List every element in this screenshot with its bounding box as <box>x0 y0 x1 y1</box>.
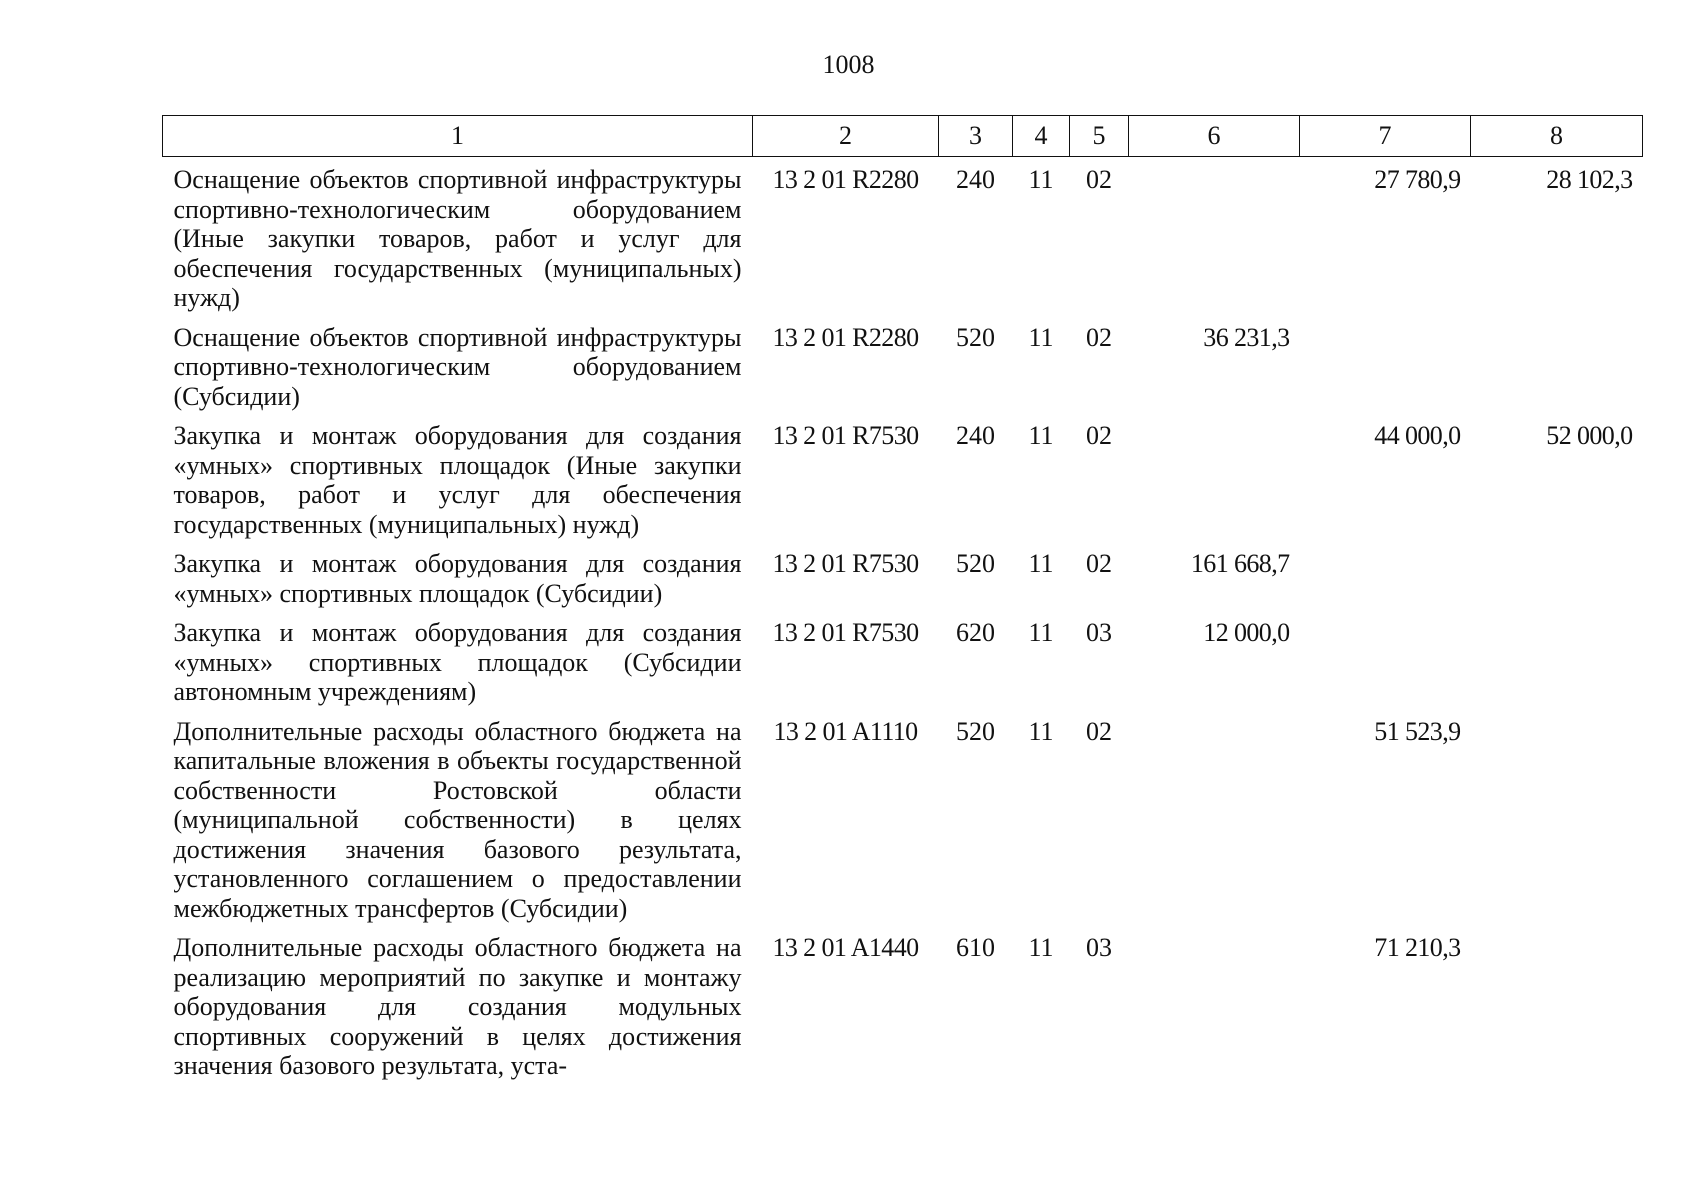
amount-col7: 27 780,9 <box>1374 165 1461 194</box>
amount-col6 <box>1129 157 1300 315</box>
expense-type-code: 610 <box>956 933 995 962</box>
amount-col7 <box>1300 541 1471 610</box>
table-row <box>163 925 1643 1083</box>
row-description: Оснащение объектов спортивной инфраструктуры спортивно-технологическим оборудованием (Субсидии) <box>173 322 742 411</box>
column-header: 8 <box>1471 116 1643 157</box>
table-row <box>163 315 1643 414</box>
section-code: 11 <box>1028 165 1054 194</box>
section-code: 11 <box>1028 618 1054 647</box>
column-header: 2 <box>753 116 939 157</box>
subsection-code: 02 <box>1086 165 1112 194</box>
amount-col6: 161 668,7 <box>1190 549 1290 578</box>
expense-type-code: 240 <box>956 165 995 194</box>
table-row <box>163 541 1643 610</box>
section-code: 11 <box>1028 421 1054 450</box>
amount-col8 <box>1471 541 1643 610</box>
amount-col7: 51 523,9 <box>1374 716 1461 746</box>
expense-type-code: 520 <box>956 549 995 578</box>
amount-col7: 44 000,0 <box>1374 421 1461 450</box>
row-description: Закупка и монтаж оборудования для создания «умных» спортивных площадок (Субсидии автономным учреждениям) <box>173 618 742 706</box>
subsection-code: 02 <box>1086 322 1112 352</box>
amount-col8 <box>1471 610 1643 709</box>
column-header: 4 <box>1013 116 1070 157</box>
target-article-code: 13 2 01 R7530 <box>772 618 919 647</box>
target-article-code: 13 2 01 R7530 <box>772 549 919 578</box>
column-header: 6 <box>1129 116 1300 157</box>
amount-col6 <box>1129 709 1300 926</box>
table-row <box>163 709 1643 926</box>
target-article-code: 13 2 01 A1440 <box>772 933 919 962</box>
table-row <box>163 157 1643 315</box>
section-code: 11 <box>1028 716 1054 746</box>
row-description: Дополнительные расходы областного бюджета на капитальные вложения в объекты государственной собственности Ростовской области (муниципальной собственности) в целях достижения значения базового результата, установленного соглашением о предоставлении межбюджетных трансфертов (Субсидии) <box>173 716 742 923</box>
column-number-row <box>163 116 1643 157</box>
amount-col7 <box>1300 315 1471 414</box>
amount-col7: 71 210,3 <box>1374 933 1461 962</box>
target-article-code: 13 2 01 A1110 <box>773 716 918 746</box>
budget-table <box>162 115 1643 1083</box>
expense-type-code: 620 <box>956 618 995 647</box>
subsection-code: 02 <box>1086 716 1112 746</box>
target-article-code: 13 2 01 R7530 <box>772 421 919 450</box>
amount-col6: 12 000,0 <box>1203 618 1290 647</box>
column-header: 1 <box>163 116 753 157</box>
amount-col6 <box>1129 413 1300 541</box>
expense-type-code: 520 <box>956 716 995 746</box>
row-description: Оснащение объектов спортивной инфраструктуры спортивно-технологическим оборудованием (Иные закупки товаров, работ и услуг для обеспечения государственных (муниципальных) нужд) <box>173 165 742 312</box>
amount-col8 <box>1471 709 1643 926</box>
amount-col8: 28 102,3 <box>1546 165 1633 194</box>
section-code: 11 <box>1028 322 1054 352</box>
amount-col6: 36 231,3 <box>1203 322 1290 352</box>
target-article-code: 13 2 01 R2280 <box>772 322 919 352</box>
subsection-code: 03 <box>1086 618 1112 647</box>
amount-col8: 52 000,0 <box>1546 421 1633 450</box>
subsection-code: 02 <box>1086 549 1112 578</box>
table-row <box>163 610 1643 709</box>
amount-col6 <box>1129 925 1300 1083</box>
section-code: 11 <box>1028 933 1054 962</box>
section-code: 11 <box>1028 549 1054 578</box>
subsection-code: 03 <box>1086 933 1112 962</box>
subsection-code: 02 <box>1086 421 1112 450</box>
amount-col8 <box>1471 315 1643 414</box>
row-description: Закупка и монтаж оборудования для создания «умных» спортивных площадок (Иные закупки товаров, работ и услуг для обеспечения государственных (муниципальных) нужд) <box>173 421 742 539</box>
column-header: 7 <box>1300 116 1471 157</box>
row-description: Закупка и монтаж оборудования для создания «умных» спортивных площадок (Субсидии) <box>173 549 742 608</box>
page-number: 1008 <box>822 50 875 79</box>
target-article-code: 13 2 01 R2280 <box>772 165 919 194</box>
amount-col8 <box>1471 925 1643 1083</box>
table-row <box>163 413 1643 541</box>
expense-type-code: 240 <box>956 421 995 450</box>
column-header: 5 <box>1070 116 1129 157</box>
row-description: Дополнительные расходы областного бюджета на реализацию мероприятий по закупке и монтажу оборудования для создания модульных спортивных сооружений в целях достижения значения базового результата, уста- <box>173 933 742 1080</box>
column-header: 3 <box>939 116 1013 157</box>
amount-col7 <box>1300 610 1471 709</box>
expense-type-code: 520 <box>956 322 995 352</box>
